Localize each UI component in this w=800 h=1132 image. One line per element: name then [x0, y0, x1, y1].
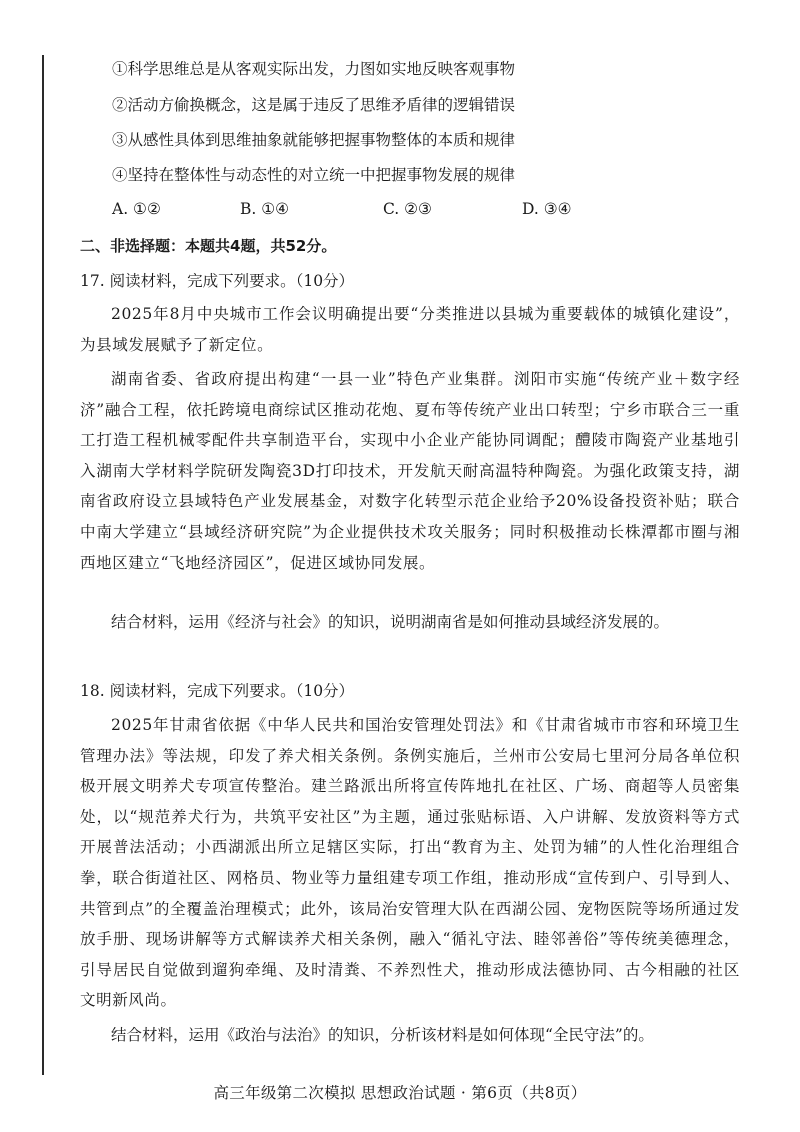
question-17-paragraph-1: 2025年8月中央城市工作会议明确提出要“分类推进以县城为重要载体的城镇化建设”，为县域发展赋予了新定位。: [80, 305, 740, 354]
choice-c: C. ②③: [383, 200, 432, 218]
choice-a: A. ①②: [112, 200, 161, 218]
question-18-paragraph-1: 2025年甘肃省依据《中华人民共和国治安管理处罚法》和《甘肃省城市市容和环境卫生管理办法》等法规，印发了养犬相关条例。条例实施后，兰州市公安局七里河分局各单位积极开展文明养犬专项宣传整治。建兰路派出所将宣传阵地扎在社区、广场、商超等人员密集处，以“规范养犬行为，共筑平安社区”为主题，通过张贴标语、入户讲解、发放资料等方式开展普法活动；小西湖派出所立足辖区实际，打出“教育为主、处罚为辅”的人性化治理组合拳，联合街道社区、网格员、物业等力量组建专项工作组，推动形成“宣传到户、引导到人、共管到点”的全覆盖治理模式；此外，该局治安管理大队在西湖公园、宠物医院等场所通过发放手册、现场讲解等方式解读养犬相关条例，融入“循礼守法、睦邻善俗”等传统美德理念，引导居民自觉做到遛狗牵绳、及时清粪、不养烈性犬，推动形成法德协同、古今相融的社区文明新风尚。: [80, 716, 740, 1010]
option-1: ①科学思维总是从客观实际出发，力图如实地反映客观事物: [112, 60, 516, 78]
option-3: ③从感性具体到思维抽象就能够把握事物整体的本质和规律: [112, 131, 516, 149]
question-17-instruction: 结合材料，运用《经济与社会》的知识，说明湖南省是如何推动县域经济发展的。: [111, 613, 670, 631]
answer-choices: [112, 200, 592, 222]
question-17-title: 17. 阅读材料，完成下列要求。（10分）: [80, 272, 355, 290]
question-18-instruction: 结合材料，运用《政治与法治》的知识，分析该材料是如何体现“全民守法”的。: [111, 1026, 654, 1044]
option-4: ④坚持在整体性与动态性的对立统一中把握事物发展的规律: [112, 166, 516, 184]
section-heading: 二、非选择题：本题共4题，共52分。: [80, 237, 337, 255]
question-18-title: 18. 阅读材料，完成下列要求。（10分）: [80, 682, 355, 700]
question-17-paragraph-2: 湖南省委、省政府提出构建“一县一业”特色产业集群。浏阳市实施“传统产业＋数字经济”融合工程，依托跨境电商综试区推动花炮、夏布等传统产业出口转型；宁乡市联合三一重工打造工程机械零配件共享制造平台，实现中小企业产能协同调配；醴陵市陶瓷产业基地引入湖南大学材料学院研发陶瓷3D打印技术，开发航天耐高温特种陶瓷。为强化政策支持，湖南省政府设立县域特色产业发展基金，对数字化转型示范企业给予20%设备投资补贴；联合中南大学建立“县域经济研究院”为企业提供技术攻关服务；同时积极推动长株潭都市圈与湘西地区建立“飞地经济园区”，促进区域协同发展。: [80, 370, 740, 572]
page-footer: 高三年级第二次模拟 思想政治试题 · 第6页（共8页）: [213, 1084, 587, 1102]
option-2: ②活动方偷换概念，这是属于违反了思维矛盾律的逻辑错误: [112, 96, 516, 114]
choice-d: D. ③④: [522, 200, 572, 218]
left-margin-line: [42, 55, 44, 1075]
choice-b: B. ①④: [240, 200, 290, 218]
